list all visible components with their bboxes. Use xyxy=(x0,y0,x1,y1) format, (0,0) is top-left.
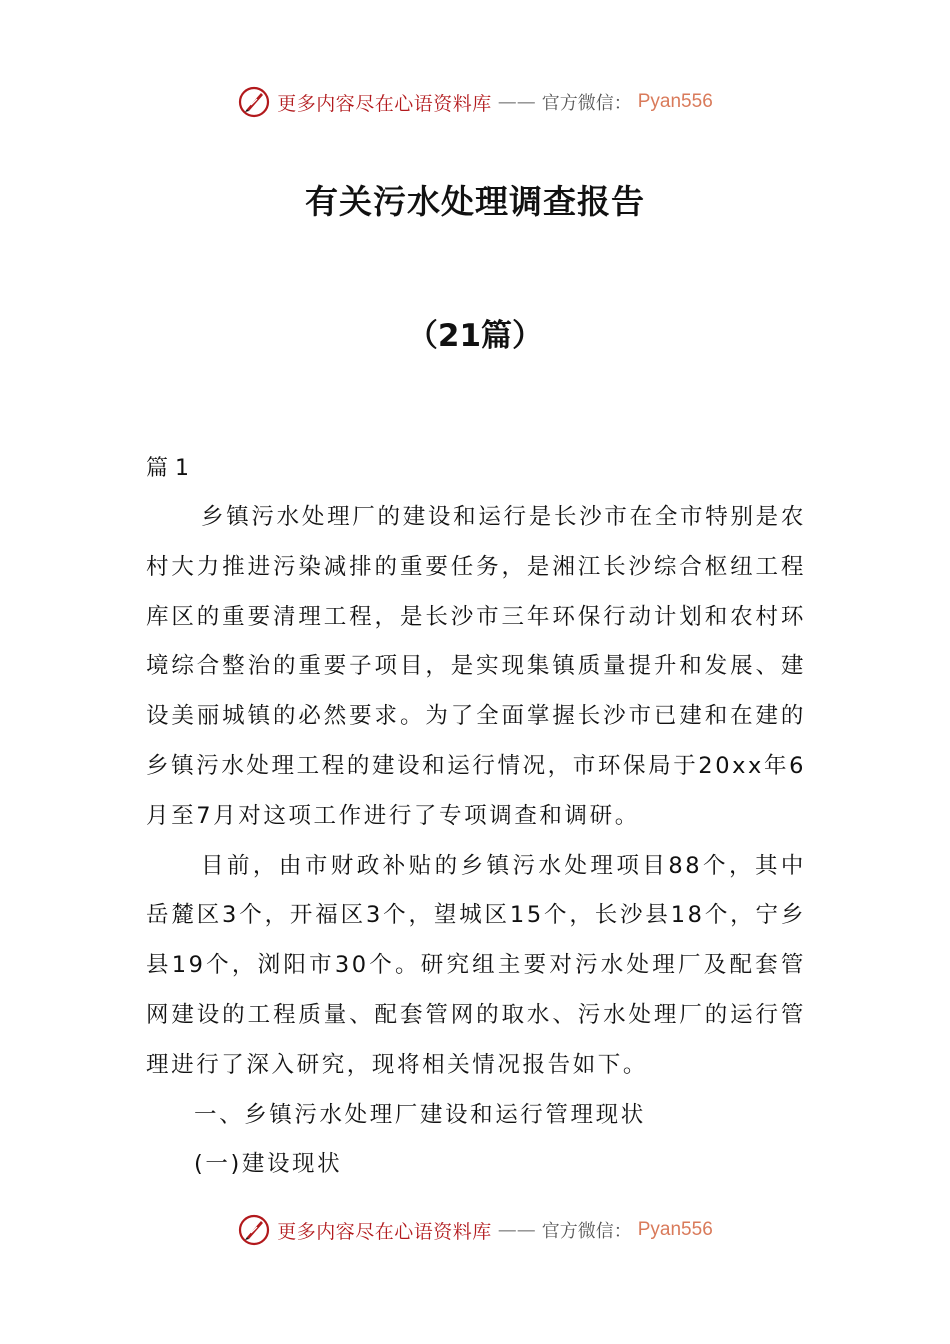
wechat-id: Pyan556 xyxy=(637,91,713,112)
document-subtitle: （21篇） xyxy=(406,318,544,354)
wechat-label: 官方微信： xyxy=(541,93,632,114)
watermark-banner-bottom xyxy=(0,1210,950,1250)
wechat-id: Pyan556 xyxy=(637,1219,713,1240)
paragraph-2: 目前，由市财政补贴的乡镇污水处理项目88个，其中岳麓区3个，开福区3个，望城区15个，长沙县18个，宁乡县19个，浏阳市30个。研究组主要对污水处理厂及配套管网建设的工程质量、配套管网的取水、污水处理厂的运行管理进行了深入研究，现将相关情况报告如下。 xyxy=(146,852,806,1078)
document-body xyxy=(146,493,806,1190)
section-label: 篇 1 xyxy=(146,456,189,481)
watermark-dash: —— xyxy=(497,1219,536,1241)
watermark-dash: —— xyxy=(497,91,536,113)
watermark-banner-top xyxy=(0,82,950,122)
paragraph-1: 乡镇污水处理厂的建设和运行是长沙市在全市特别是农村大力推进污染减排的重要任务，是湘江长沙综合枢纽工程库区的重要清理工程，是长沙市三年环保行动计划和农村环境综合整治的重要子项目，是实现集镇质量提升和发展、建设美丽城镇的必然要求。为了全面掌握长沙市已建和在建的乡镇污水处理工程的建设和运行情况，市环保局于20xx年6月至7月对这项工作进行了专项调查和调研。 xyxy=(146,504,806,829)
quill-logo-icon xyxy=(237,1213,271,1247)
watermark-text: 更多内容尽在心语资料库 xyxy=(277,1220,492,1243)
quill-logo-icon xyxy=(237,85,271,119)
subheading-1: (一)建设现状 xyxy=(194,1151,343,1178)
heading-1: 一、乡镇污水处理厂建设和运行管理现状 xyxy=(194,1101,646,1128)
watermark-text: 更多内容尽在心语资料库 xyxy=(277,92,492,115)
document-title: 有关污水处理调查报告 xyxy=(305,182,645,221)
wechat-label: 官方微信： xyxy=(541,1221,632,1242)
